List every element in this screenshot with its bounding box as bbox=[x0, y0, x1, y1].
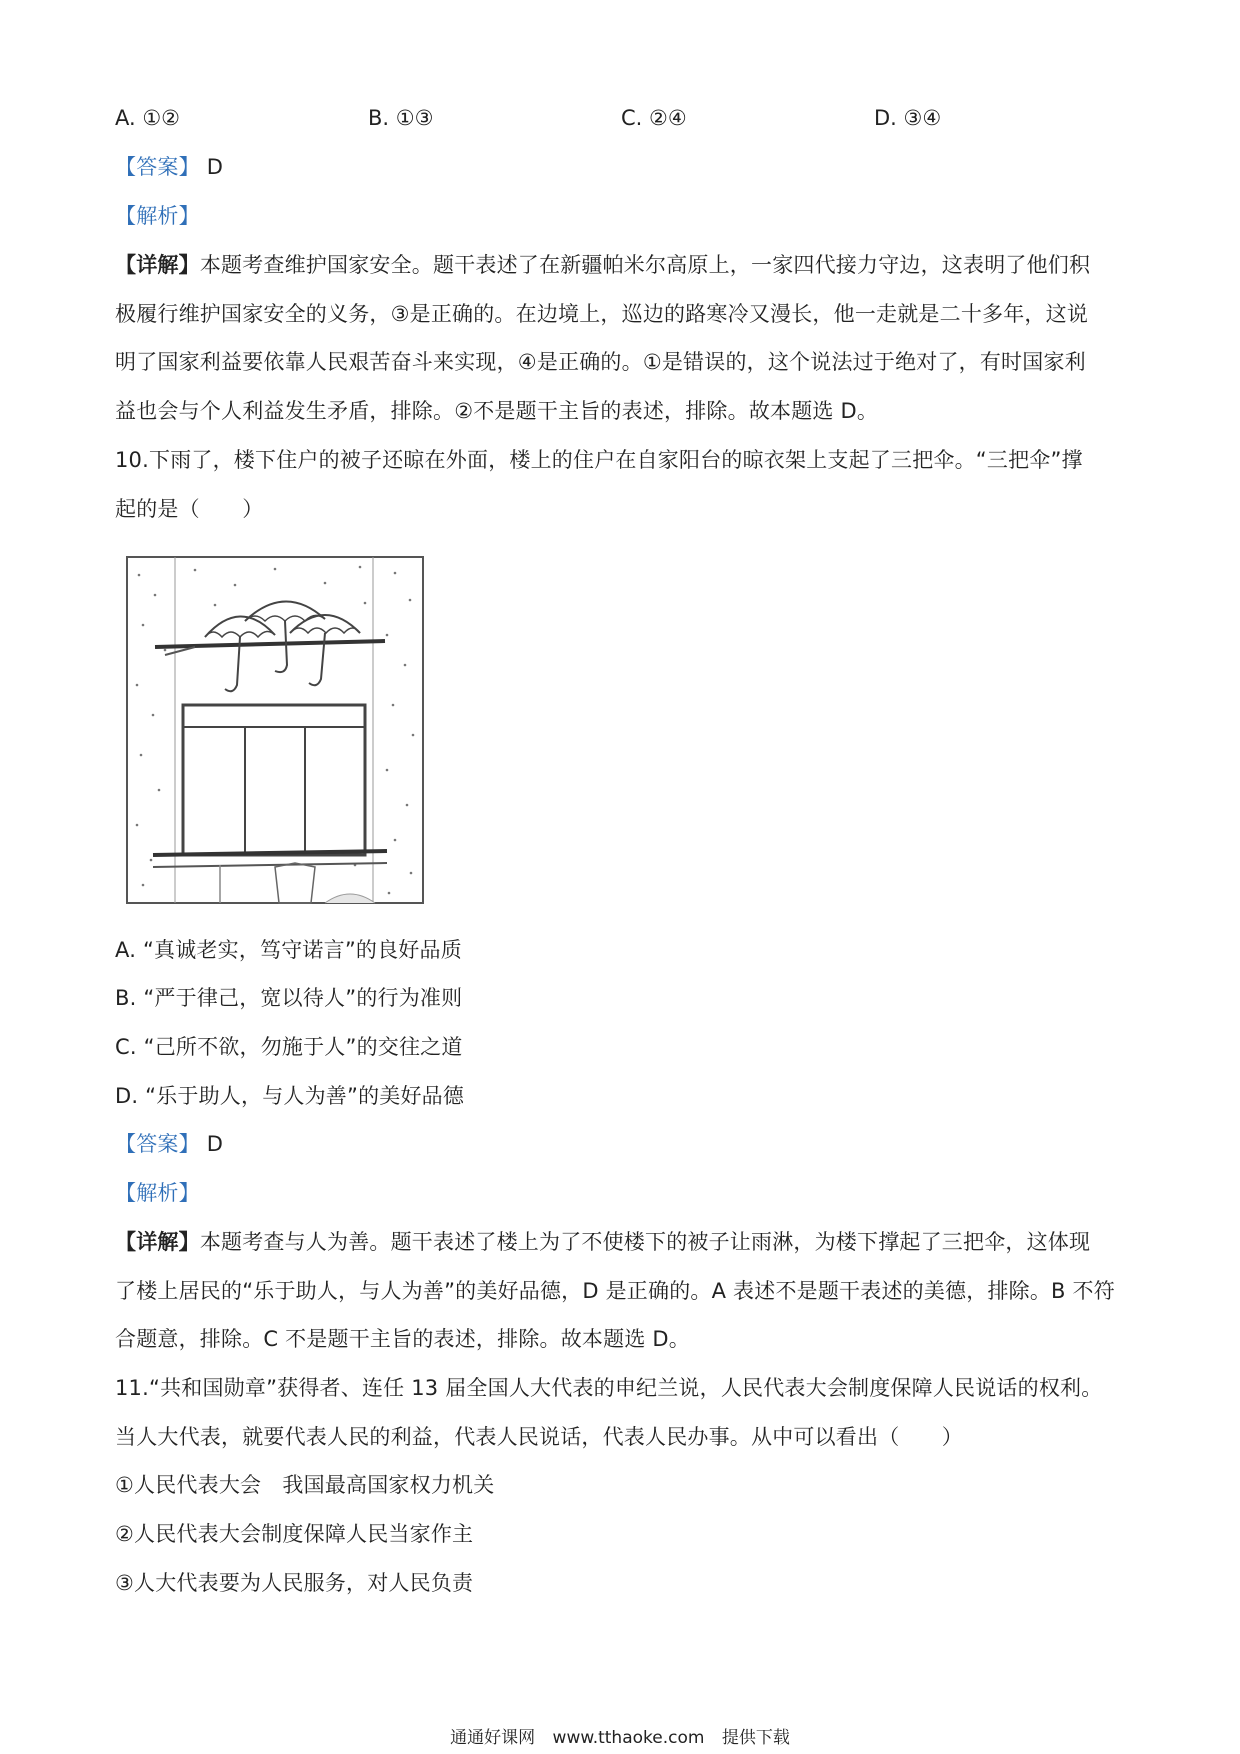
answer-tag: 【答案】 bbox=[115, 1132, 200, 1156]
q10-analysis bbox=[115, 1178, 1127, 1208]
detail-tag: 【详解】 bbox=[115, 253, 200, 277]
analysis-tag: 【解析】 bbox=[115, 1181, 200, 1205]
analysis-tag: 【解析】 bbox=[115, 204, 200, 228]
q9-detail-line-1 bbox=[115, 250, 1127, 280]
q10-stem-line-2: 起的是（ ） bbox=[115, 497, 264, 521]
q9-option-d: D. ③④ bbox=[874, 106, 942, 130]
q10-option-d: D. “乐于助人，与人为善”的美好品德 bbox=[115, 1084, 465, 1108]
q9-detail-line-2: 极履行维护国家安全的义务，③是正确的。在边境上，巡边的路寒冷又漫长，他一走就是二十多年，这说 bbox=[115, 302, 1089, 326]
q9-detail-line-4: 益也会与个人利益发生矛盾，排除。②不是题干主旨的表述，排除。故本题选 D。 bbox=[115, 399, 879, 423]
detail-tag: 【详解】 bbox=[115, 1230, 200, 1254]
q11-stem-line-1: 11.“共和国勋章”获得者、连任 13 届全国人大代表的申纪兰说，人民代表大会制度保障人民说话的权利。 bbox=[115, 1376, 1103, 1400]
footer-note: 提供下载 bbox=[721, 1728, 790, 1748]
q10-option-c: C. “己所不欲，勿施于人”的交往之道 bbox=[115, 1035, 463, 1059]
q11-item-1: ①人民代表大会 我国最高国家权力机关 bbox=[115, 1473, 495, 1497]
q9-option-b: B. ①③ bbox=[368, 106, 434, 130]
q11-item-3: ③人大代表要为人民服务，对人民负责 bbox=[115, 1571, 474, 1595]
q9-answer bbox=[115, 152, 1127, 182]
q10-detail-line-2: 了楼上居民的“乐于助人，与人为善”的美好品德，D 是正确的。A 表述不是题干表述的美德，排除。B 不符 bbox=[115, 1279, 1115, 1303]
q10-option-a: A. “真诚老实，笃守诺言”的良好品质 bbox=[115, 938, 462, 962]
q9-analysis bbox=[115, 201, 1127, 231]
q9-option-c: C. ②④ bbox=[621, 106, 687, 130]
q10-answer bbox=[115, 1129, 1127, 1159]
q9-detail-line-3: 明了国家利益要依靠人民艰苦奋斗来实现，④是正确的。①是错误的，这个说法过于绝对了，有时国家利 bbox=[115, 350, 1086, 374]
q11-item-2: ②人民代表大会制度保障人民当家作主 bbox=[115, 1522, 474, 1546]
q10-stem-line-1: 10.下雨了，楼下住户的被子还晾在外面，楼上的住户在自家阳台的晾衣架上支起了三把伞。“三把伞”撑 bbox=[115, 448, 1083, 472]
detail-text: 本题考查与人为善。题干表述了楼上为了不使楼下的被子让雨淋，为楼下撑起了三把伞，这体现 bbox=[199, 1230, 1091, 1254]
q10-detail-line-3: 合题意，排除。C 不是题干主旨的表述，排除。故本题选 D。 bbox=[115, 1327, 690, 1351]
footer-url[interactable]: www.tthaoke.com bbox=[552, 1728, 705, 1748]
q9-options bbox=[115, 103, 1127, 133]
answer-tag: 【答案】 bbox=[115, 155, 200, 179]
answer-value: D bbox=[206, 1132, 224, 1156]
footer-site: 通通好课网 bbox=[450, 1728, 536, 1748]
page-footer bbox=[0, 1726, 1240, 1750]
q10-option-b: B. “严于律己，宽以待人”的行为准则 bbox=[115, 986, 463, 1010]
umbrellas-balcony-illustration bbox=[125, 555, 437, 911]
detail-text: 本题考查维护国家安全。题干表述了在新疆帕米尔高原上，一家四代接力守边，这表明了他们积 bbox=[199, 253, 1091, 277]
q10-detail-line-1 bbox=[115, 1227, 1127, 1257]
q11-stem-line-2: 当人大代表，就要代表人民的利益，代表人民说话，代表人民办事。从中可以看出（ ） bbox=[115, 1425, 963, 1449]
answer-value: D bbox=[206, 155, 224, 179]
q9-option-a: A. ①② bbox=[115, 106, 180, 130]
